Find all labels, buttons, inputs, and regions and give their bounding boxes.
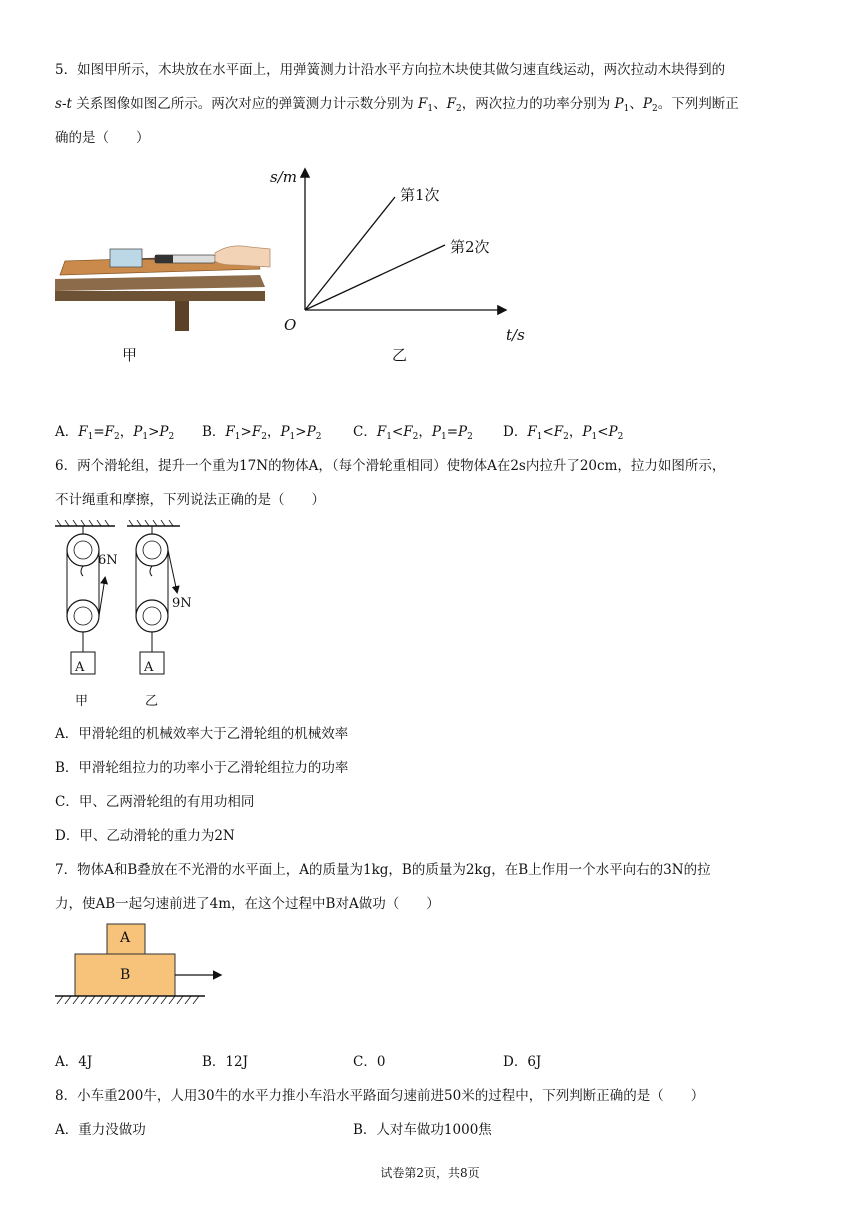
block-a-yi: A	[144, 660, 154, 675]
q7-option-b[interactable]: B．12J	[202, 1054, 249, 1070]
q6-option-c[interactable]: C．甲、乙两滑轮组的有用功相同	[55, 794, 255, 810]
force-label-yi: 9N	[172, 596, 192, 611]
origin-label: O	[284, 316, 297, 334]
block-a-label: A	[120, 930, 131, 946]
line-trial-1	[305, 197, 395, 310]
figure-jia-table-spring	[55, 235, 280, 335]
q7-line1: 7．物体A和B叠放在不光滑的水平面上，A的质量为1kg，B的质量为2kg，在B上作用一个水平向右的3N的拉	[55, 862, 711, 878]
q8-option-b[interactable]: B．人对车做功1000焦	[353, 1122, 492, 1138]
block-b-label: B	[120, 967, 131, 983]
page-footer: 试卷第2页，共8页	[380, 1166, 480, 1180]
axis-x-label: t/s	[506, 326, 525, 344]
label-trial-1: 第1次	[400, 186, 440, 204]
q7-line2: 力，使AB一起匀速前进了4m，在这个过程中B对A做功（ ）	[55, 896, 440, 912]
q5-option-d[interactable]: D．$F_1<F_2$，$P_1<P_2$	[503, 424, 624, 442]
q8-option-a[interactable]: A．重力没做功	[55, 1122, 146, 1138]
q6-line1: 6．两个滑轮组，提升一个重为17N的物体A，（每个滑轮重相同）使物体A在2s内拉升了20cm，拉力如图所示，	[55, 458, 726, 474]
q5-fig-yi-caption: 乙	[392, 346, 408, 364]
q6-line2: 不计绳重和摩擦，下列说法正确的是（ ）	[55, 492, 325, 508]
q7-option-c[interactable]: C．0	[353, 1054, 386, 1070]
q7-option-d[interactable]: D．6J	[503, 1054, 542, 1070]
q6-fig-jia-caption: 甲	[75, 694, 89, 709]
q6-option-b[interactable]: B．甲滑轮组拉力的功率小于乙滑轮组拉力的功率	[55, 760, 349, 776]
q5-line2: s-t 关系图像如图乙所示。两次对应的弹簧测力计示数分别为 $F_1$、$F_2$，两次拉力的功率分别为 $P_1$、$P_2$。下列判断正	[55, 96, 739, 114]
q7-option-a[interactable]: A．4J	[55, 1054, 93, 1070]
q6-fig-yi-caption: 乙	[145, 694, 159, 709]
figure-stacked-blocks	[55, 920, 235, 1010]
line-trial-2	[305, 245, 445, 310]
q5-line1: 5．如图甲所示，木块放在水平面上，用弹簧测力计沿水平方向拉木块使其做匀速直线运动，两次拉动木块得到的	[55, 62, 726, 78]
q5-option-b[interactable]: B．$F_1>F_2$，$P_1>P_2$	[202, 424, 322, 442]
q6-option-d[interactable]: D．甲、乙动滑轮的重力为2N	[55, 828, 235, 844]
label-trial-2: 第2次	[450, 238, 490, 256]
q5-line3: 确的是（ ）	[55, 130, 150, 146]
q5-option-a[interactable]: A．$F_1=F_2$，$P_1>P_2$	[55, 424, 175, 442]
q5-fig-jia-caption: 甲	[122, 346, 138, 364]
block-a-jia: A	[75, 660, 85, 675]
q8-line1: 8．小车重200牛，人用30牛的水平力推小车沿水平路面匀速前进50米的过程中，下列判断正确的是（ ）	[55, 1088, 705, 1104]
q6-option-a[interactable]: A．甲滑轮组的机械效率大于乙滑轮组的机械效率	[55, 726, 349, 742]
axis-y-label: s/m	[270, 168, 297, 186]
q5-option-c[interactable]: C．$F_1<F_2$，$P_1=P_2$	[353, 424, 473, 442]
force-label-jia: 6N	[98, 553, 118, 568]
